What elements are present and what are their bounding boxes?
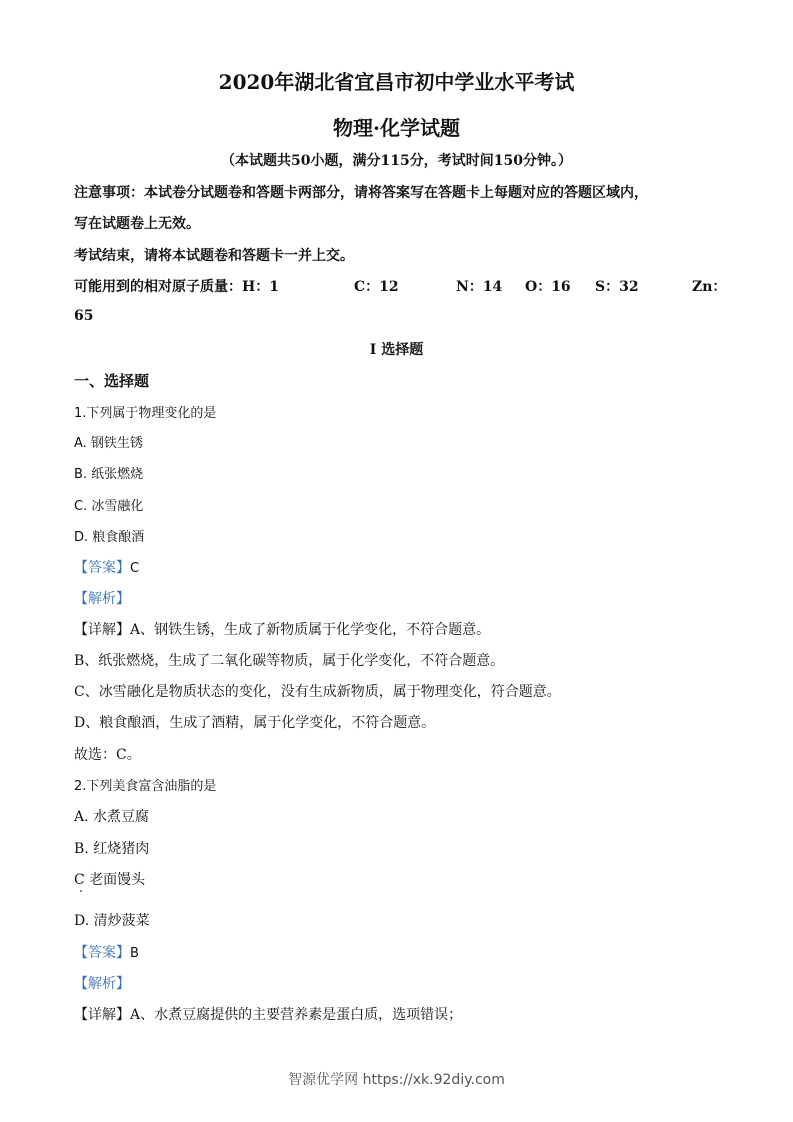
answer-tag: 【答案】	[74, 945, 130, 961]
exam-info: （本试题共50小题，满分115分，考试时间150分钟。）	[221, 153, 572, 169]
atomic-mass-n: N：14	[456, 279, 503, 295]
atomic-mass-label: 可能用到的相对原子质量：H：1	[74, 279, 279, 295]
stray-dot	[80, 890, 82, 892]
q1-option-d: D. 粮食酿酒	[74, 530, 145, 545]
atomic-mass-c: C：12	[354, 279, 399, 295]
exam-subtitle: 物理·化学试题	[333, 116, 460, 140]
atomic-mass-zn-value: 65	[74, 308, 94, 324]
q1-option-c: C. 冰雪融化	[74, 499, 144, 514]
atomic-mass-zn: Zn：	[692, 279, 727, 295]
q1-option-a: A. 钢铁生锈	[74, 436, 143, 451]
q1-option-b: B. 纸张燃烧	[74, 467, 144, 482]
q1-detail-3: C、冰雪融化是物质状态的变化，没有生成新物质，属于物理变化，符合题意。	[74, 684, 561, 700]
footer-watermark: 智源优学网 https://xk.92diy.com	[288, 1072, 505, 1088]
part-heading: I 选择题	[369, 342, 424, 358]
notes-line-3: 考试结束，请将本试题卷和答题卡一并上交。	[74, 248, 354, 264]
notes-line-1: 注意事项：本试卷分试题卷和答题卡两部分，请将答案写在答题卡上每题对应的答题区域内，	[74, 185, 648, 201]
q2-analysis-tag: 【解析】	[74, 976, 130, 992]
q1-detail-2: B、纸张燃烧，生成了二氧化碳等物质，属于化学变化，不符合题意。	[74, 653, 505, 669]
q1-detail-1: 【详解】A、钢铁生锈，生成了新物质属于化学变化，不符合题意。	[74, 622, 491, 638]
q1-analysis-tag: 【解析】	[74, 591, 130, 607]
q2-answer	[74, 942, 139, 962]
exam-title: 2020年湖北省宜昌市初中学业水平考试	[218, 70, 575, 94]
q2-option-d: D. 清炒菠菜	[74, 913, 150, 929]
q2-option-b: B. 红烧猪肉	[74, 841, 150, 857]
atomic-mass-s: S：32	[595, 279, 639, 295]
notes-line-2: 写在试题卷上无效。	[74, 216, 200, 232]
q2-option-a: A. 水煮豆腐	[74, 809, 150, 825]
q1-stem: 1.下列属于物理变化的是	[74, 406, 217, 421]
q1-detail-4: D、粮食酿酒，生成了酒精，属于化学变化，不符合题意。	[74, 715, 436, 731]
atomic-mass-o: O：16	[525, 279, 571, 295]
q2-stem: 2.下列美食富含油脂的是	[74, 779, 217, 794]
q1-answer	[74, 557, 139, 577]
q2-detail-1: 【详解】A、水煮豆腐提供的主要营养素是蛋白质，选项错误；	[74, 1007, 463, 1023]
answer-tag: 【答案】	[74, 560, 130, 576]
q2-option-c: C 老面馒头	[74, 872, 146, 888]
section-heading: 一、选择题	[74, 372, 150, 390]
answer-value: B	[130, 946, 139, 961]
answer-value: C	[130, 561, 140, 576]
q1-detail-5: 故选：C。	[74, 747, 141, 763]
